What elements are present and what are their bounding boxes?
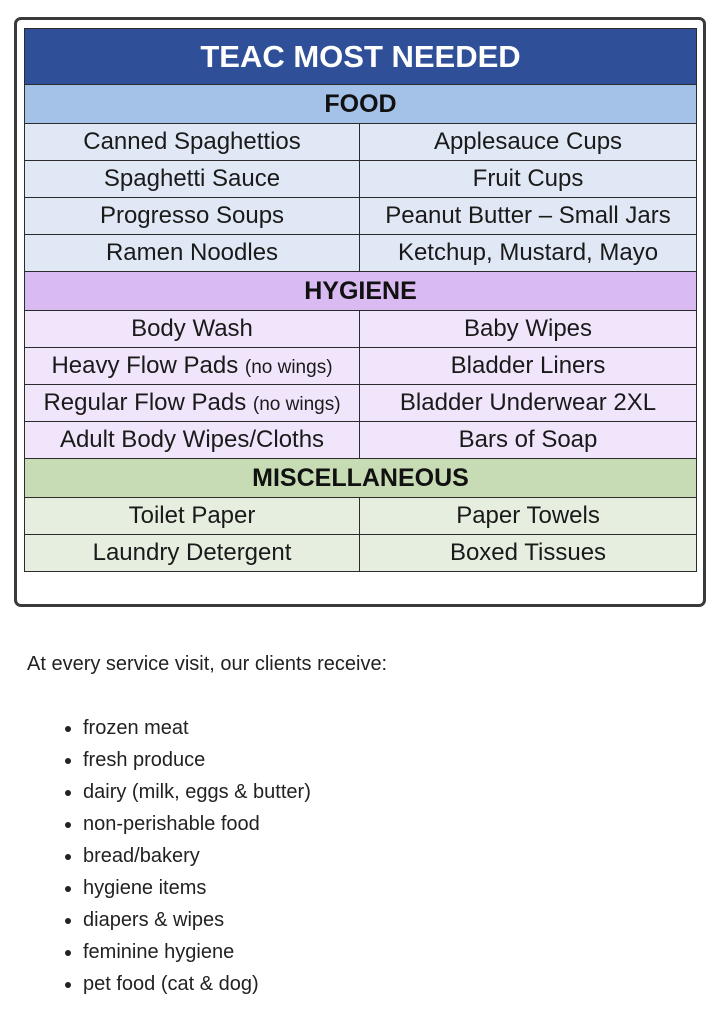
item-label: Body Wash [131, 315, 253, 342]
table-cell [25, 311, 360, 348]
item-note: (no wings) [244, 357, 333, 378]
received-items-list [31, 712, 311, 1000]
table-row [25, 198, 697, 235]
section-header-miscellaneous: MISCELLANEOUS [25, 459, 697, 498]
list-item: • frozen meat [83, 712, 311, 744]
table-cell [25, 385, 360, 422]
most-needed-table-frame [14, 17, 706, 607]
table-cell: Bladder Underwear 2XL [360, 385, 697, 422]
table-cell: Spaghetti Sauce [25, 161, 360, 198]
table-cell [25, 348, 360, 385]
table-cell: Baby Wipes [360, 311, 697, 348]
table-row [25, 161, 697, 198]
table-row [25, 124, 697, 161]
list-item: • pet food (cat & dog) [83, 968, 311, 1000]
table-row [25, 348, 697, 385]
table-cell: Ramen Noodles [25, 235, 360, 272]
table-cell [25, 422, 360, 459]
list-item: • hygiene items [83, 872, 311, 904]
table-cell: Bars of Soap [360, 422, 697, 459]
table-cell: Canned Spaghettios [25, 124, 360, 161]
item-label: Adult Body Wipes/Cloths [59, 426, 325, 453]
table-row [25, 385, 697, 422]
section-header-food: FOOD [25, 85, 697, 124]
table-cell: Ketchup, Mustard, Mayo [360, 235, 697, 272]
list-item: • dairy (milk, eggs & butter) [83, 776, 311, 808]
table-row [25, 422, 697, 459]
table-cell: Progresso Soups [25, 198, 360, 235]
table-row [25, 535, 697, 572]
list-item: • diapers & wipes [83, 904, 311, 936]
table-cell: Paper Towels [360, 498, 697, 535]
table-cell: Boxed Tissues [360, 535, 697, 572]
table-cell: Bladder Liners [360, 348, 697, 385]
table-cell: Fruit Cups [360, 161, 697, 198]
table-cell: Laundry Detergent [25, 535, 360, 572]
section-header-hygiene: HYGIENE [25, 272, 697, 311]
table-cell: Applesauce Cups [360, 124, 697, 161]
table-row [25, 311, 697, 348]
list-item: • fresh produce [83, 744, 311, 776]
table-cell: Peanut Butter – Small Jars [360, 198, 697, 235]
table-title: TEAC MOST NEEDED [25, 29, 697, 85]
item-note: (no wings) [252, 394, 341, 415]
item-label: Regular Flow Pads [43, 389, 247, 416]
list-item: • feminine hygiene [83, 936, 311, 968]
list-item: • bread/bakery [83, 840, 311, 872]
most-needed-table [24, 28, 697, 572]
table-row [25, 498, 697, 535]
service-visit-intro: At every service visit, our clients receive: [27, 653, 388, 675]
list-item: • non-perishable food [83, 808, 311, 840]
table-cell: Toilet Paper [25, 498, 360, 535]
item-label: Heavy Flow Pads [51, 352, 239, 379]
table-row [25, 235, 697, 272]
